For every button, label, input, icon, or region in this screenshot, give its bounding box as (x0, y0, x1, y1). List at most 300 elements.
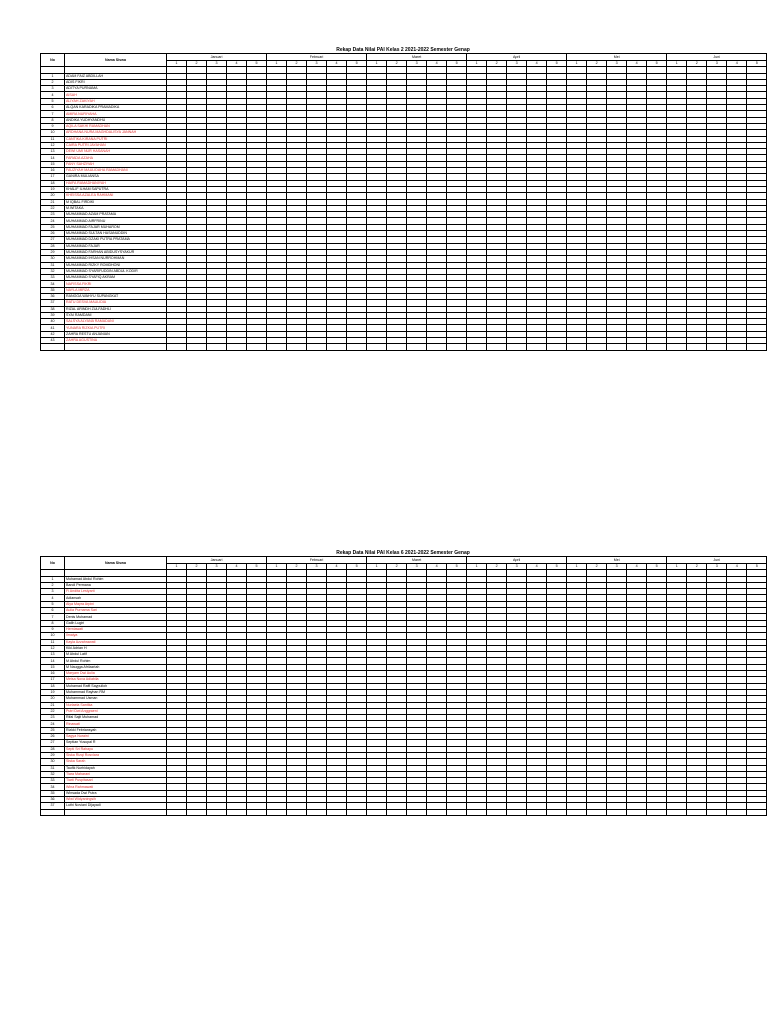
row-number: 12 (41, 645, 65, 651)
week-header: 2 (487, 564, 507, 570)
student-name: RANGGA WAHYU SUPANGKAT (65, 293, 167, 299)
week-header: 1 (267, 564, 287, 570)
student-name: AQILA SAKHI RAMADHAN (65, 123, 167, 129)
month-header: Maret (367, 54, 467, 61)
week-header: 5 (347, 564, 367, 570)
student-name: NAYLA MIRZA (65, 287, 167, 293)
student-name: Nurlaela Santika (65, 702, 167, 708)
student-name: Alya Mayra Arpini (65, 601, 167, 607)
row-number: 13 (41, 652, 65, 658)
row-number: 14 (41, 155, 65, 161)
grade-cell[interactable] (387, 344, 407, 350)
student-name: ZAHRA AGUSTINA (65, 338, 167, 344)
grade-cell[interactable] (587, 344, 607, 350)
grade-cell[interactable] (527, 809, 547, 815)
week-header: 4 (427, 564, 447, 570)
grade-cell[interactable] (267, 344, 287, 350)
week-header: 4 (627, 61, 647, 67)
student-name: Rinawati (65, 721, 167, 727)
grade-cell[interactable] (627, 344, 647, 350)
grade-cell[interactable] (327, 809, 347, 815)
month-header: Mei (567, 54, 667, 61)
student-name: Sagya Nuraini (65, 734, 167, 740)
student-name: Adiansah (65, 595, 167, 601)
week-header: 2 (487, 61, 507, 67)
grade-cell[interactable] (167, 344, 187, 350)
row-number: 28 (41, 243, 65, 249)
student-name: MUHAMMAD FAJAR (65, 243, 167, 249)
week-header: 5 (647, 564, 667, 570)
grade-cell[interactable] (667, 344, 687, 350)
grade-cell[interactable] (667, 809, 687, 815)
row-number: 38 (41, 306, 65, 312)
row-number: 16 (41, 168, 65, 174)
row-number: 32 (41, 771, 65, 777)
row-number: 26 (41, 734, 65, 740)
row-number: 36 (41, 796, 65, 802)
row-number: 20 (41, 696, 65, 702)
student-name: GANIRA MULIANSA (65, 174, 167, 180)
row-number: 34 (41, 281, 65, 287)
student-name: Winsada Dwi Putra (65, 790, 167, 796)
grade-cell[interactable] (687, 344, 707, 350)
week-header: 2 (187, 61, 207, 67)
row-number: 35 (41, 790, 65, 796)
row-number: 19 (41, 186, 65, 192)
student-name: KHALIF ILHAM SAPUTRA (65, 186, 167, 192)
student-name: YUNARA RIZKIA PUTRI (65, 325, 167, 331)
student-name: ADIS FIKRI (65, 79, 167, 85)
week-header: 2 (687, 564, 707, 570)
grade-cell[interactable] (65, 344, 167, 350)
week-header: 3 (407, 61, 427, 67)
row-number: 1 (41, 576, 65, 582)
grade-cell[interactable] (347, 809, 367, 815)
grade-cell[interactable] (427, 344, 447, 350)
month-header: Februari (267, 54, 367, 61)
week-header: 2 (587, 564, 607, 570)
row-number: 16 (41, 671, 65, 677)
header-nama-siswa: Nama Siswa (65, 557, 167, 570)
row-number: 10 (41, 130, 65, 136)
row-number: 29 (41, 752, 65, 758)
student-name: Septi Sri Rahayu (65, 746, 167, 752)
student-name: NAFISSA FIKRI (65, 281, 167, 287)
grade-cell[interactable] (467, 809, 487, 815)
week-header: 1 (567, 564, 587, 570)
grade-cell[interactable] (207, 344, 227, 350)
row-number: 27 (41, 237, 65, 243)
student-name: Kiki Adrian H (65, 645, 167, 651)
student-name: SALSYA ALYANA RAMADANI (65, 319, 167, 325)
student-name: DEWI UMI NUR HASANAH (65, 149, 167, 155)
week-header: 3 (707, 61, 727, 67)
student-name: MUHAMMAD SYAFIQ AKRAM (65, 275, 167, 281)
grade-cell[interactable] (507, 809, 527, 815)
grade-cell[interactable] (747, 809, 767, 815)
month-header: April (467, 54, 567, 61)
week-header: 4 (627, 564, 647, 570)
student-name: Galih Lugiri (65, 620, 167, 626)
sheet-title: Rekap Data Nilai PAI Kelas 2 2021-2022 Semester Genap (336, 47, 470, 53)
row-number: 22 (41, 708, 65, 714)
month-header: Januari (167, 557, 267, 564)
student-name: Tiarti Puspitasari (65, 778, 167, 784)
header-nama-siswa: Nama Siswa (65, 54, 167, 67)
row-number: 5 (41, 98, 65, 104)
student-name: Aulia Purnama Sari (65, 608, 167, 614)
student-name: Wiwi Widyaningsih (65, 796, 167, 802)
header-no: No (41, 54, 65, 67)
grade-cell[interactable] (307, 809, 327, 815)
row-number: 40 (41, 319, 65, 325)
student-name: Muhammad Usman (65, 696, 167, 702)
grade-cell[interactable] (387, 809, 407, 815)
row-number: 37 (41, 803, 65, 809)
month-header: April (467, 557, 567, 564)
student-name: Luthi Noviani Dijayadi (65, 803, 167, 809)
week-header: 1 (667, 61, 687, 67)
week-header: 3 (207, 61, 227, 67)
grade-cell[interactable] (247, 809, 267, 815)
row-number: 17 (41, 174, 65, 180)
row-number: 25 (41, 727, 65, 733)
row-number: 22 (41, 205, 65, 211)
week-header: 1 (167, 61, 187, 67)
grade-cell[interactable] (207, 809, 227, 815)
student-name: M Abdul Rohim (65, 658, 167, 664)
week-header: 5 (547, 61, 567, 67)
row-number: 24 (41, 721, 65, 727)
grade-cell[interactable] (187, 344, 207, 350)
grade-cell[interactable] (607, 809, 627, 815)
student-name: Ilmaiya (65, 633, 167, 639)
week-header: 4 (227, 564, 247, 570)
week-header: 1 (167, 564, 187, 570)
month-header: Juni (667, 54, 767, 61)
student-name: M Abdul Latif (65, 652, 167, 658)
row-number: 32 (41, 268, 65, 274)
row-number: 25 (41, 224, 65, 230)
row-number: 15 (41, 664, 65, 670)
week-header: 2 (687, 61, 707, 67)
row-number: 15 (41, 161, 65, 167)
grade-cell[interactable] (727, 809, 747, 815)
student-name: SYAI RAMDANI (65, 312, 167, 318)
student-name: Denis Muhamad (65, 614, 167, 620)
week-header: 4 (727, 564, 747, 570)
week-header: 4 (227, 61, 247, 67)
student-name: Taufik Nurhidayah (65, 765, 167, 771)
week-header: 4 (727, 61, 747, 67)
grade-cell[interactable] (487, 344, 507, 350)
student-name: Kayla Azzahrawati (65, 639, 167, 645)
row-number: 21 (41, 199, 65, 205)
row-number: 26 (41, 231, 65, 237)
student-name: ALIYAH ZAKIYAH (65, 98, 167, 104)
row-number: 28 (41, 746, 65, 752)
week-header: 3 (407, 564, 427, 570)
week-header: 1 (467, 564, 487, 570)
grade-cell[interactable] (287, 809, 307, 815)
student-name: M IQBAL FIRDIKI (65, 199, 167, 205)
row-number: 34 (41, 784, 65, 790)
row-number: 8 (41, 117, 65, 123)
student-name: Tiara Maharani (65, 771, 167, 777)
grade-cell[interactable] (267, 809, 287, 815)
student-name: Fi Andita Lestyarti (65, 589, 167, 595)
student-name: MUHAMMAD SULTAN HASANUDDIN (65, 231, 167, 237)
week-header: 5 (347, 61, 367, 67)
student-name: Rizkki Febriansyah (65, 727, 167, 733)
student-name: AMIRA NURIYAHA (65, 111, 167, 117)
student-name: ZAHRA RESTU ANJANIAN (65, 331, 167, 337)
student-name: ALQAN KARADIKA PRAMADIKA (65, 105, 167, 111)
row-number: 5 (41, 601, 65, 607)
grade-table (40, 53, 767, 351)
grade-cell[interactable] (467, 344, 487, 350)
week-header: 1 (467, 61, 487, 67)
student-name: M.WITAKA (65, 205, 167, 211)
week-header: 3 (707, 564, 727, 570)
row-number: 18 (41, 683, 65, 689)
student-name: Muhamad Raffi Saypulloh (65, 683, 167, 689)
week-header: 5 (547, 564, 567, 570)
row-number: 20 (41, 193, 65, 199)
student-name: RATU DESVA MAULIDIA (65, 300, 167, 306)
row-number: 13 (41, 149, 65, 155)
student-name: Muhamad Abdul Rohim (65, 576, 167, 582)
grade-cell[interactable] (547, 344, 567, 350)
student-name: MUHAMMAD AZAM PRATAMA (65, 212, 167, 218)
week-header: 3 (607, 61, 627, 67)
row-number: 3 (41, 589, 65, 595)
grade-cell[interactable] (687, 809, 707, 815)
row-number: 36 (41, 293, 65, 299)
week-header: 2 (287, 564, 307, 570)
row-number: 6 (41, 105, 65, 111)
student-name: FAUZIYAH MAULIDAHA RAMADHANI (65, 168, 167, 174)
week-header: 5 (447, 61, 467, 67)
grade-cell[interactable] (347, 344, 367, 350)
grade-cell[interactable] (587, 809, 607, 815)
week-header: 3 (207, 564, 227, 570)
header-row-months (41, 54, 767, 61)
grade-cell[interactable] (727, 344, 747, 350)
grade-cell[interactable] (707, 809, 727, 815)
grade-cell[interactable] (407, 809, 427, 815)
row-number: 24 (41, 218, 65, 224)
row-number: 19 (41, 689, 65, 695)
month-header: Januari (167, 54, 267, 61)
grade-cell[interactable] (227, 809, 247, 815)
student-name: Herniawati (65, 626, 167, 632)
row-number: 30 (41, 256, 65, 262)
student-name: FARADA AZAHA (65, 155, 167, 161)
week-header: 4 (327, 61, 347, 67)
week-header: 2 (287, 61, 307, 67)
grade-cell[interactable] (227, 344, 247, 350)
row-number: 43 (41, 338, 65, 344)
week-header: 5 (747, 61, 767, 67)
row-number: 9 (41, 123, 65, 129)
student-name: Meisa Nova Adiabila (65, 677, 167, 683)
row-number: 31 (41, 765, 65, 771)
grade-cell[interactable] (547, 809, 567, 815)
grade-cell[interactable] (647, 809, 667, 815)
row-number: 7 (41, 111, 65, 117)
row-number: 7 (41, 614, 65, 620)
grade-cell[interactable] (287, 344, 307, 350)
student-name: ADITYA PURNAMA (65, 86, 167, 92)
student-name: ADAM FAIZ ABDILLAH (65, 73, 167, 79)
student-name: Septian Yusupal R (65, 740, 167, 746)
student-name: MUHAMMAD FARHAN ABIDUSYSYAKUR (65, 249, 167, 255)
student-name: Wina Rahmawati (65, 784, 167, 790)
week-header: 5 (447, 564, 467, 570)
week-header: 3 (507, 61, 527, 67)
student-name: MUHAMMAD FAJAR MUHAROM (65, 224, 167, 230)
row-number: 11 (41, 136, 65, 142)
grade-cell[interactable] (647, 344, 667, 350)
student-name: MUHAMMAD RIZKY ROMDHONI (65, 262, 167, 268)
row-number: 30 (41, 759, 65, 765)
row-number: 27 (41, 740, 65, 746)
week-header: 2 (387, 564, 407, 570)
student-name: Muhammad Rayhan RM (65, 689, 167, 695)
grade-cell[interactable] (607, 344, 627, 350)
student-name: ARDHANA NURA MAGHDALISYA JANNAH (65, 130, 167, 136)
grade-cell[interactable] (427, 809, 447, 815)
grade-cell[interactable] (247, 344, 267, 350)
row-number: 23 (41, 715, 65, 721)
row-number: 42 (41, 331, 65, 337)
week-header: 3 (307, 61, 327, 67)
row-number: 39 (41, 312, 65, 318)
month-header: Maret (367, 557, 467, 564)
week-header: 2 (587, 61, 607, 67)
grade-cell[interactable] (327, 344, 347, 350)
grade-cell[interactable] (487, 809, 507, 815)
row-number: 4 (41, 595, 65, 601)
row-number: 10 (41, 633, 65, 639)
student-name: MUHAMMAD AIRFRINU (65, 218, 167, 224)
row-number: 14 (41, 658, 65, 664)
week-header: 1 (667, 564, 687, 570)
row-number: 8 (41, 620, 65, 626)
grade-table (40, 556, 767, 816)
grade-cell[interactable] (747, 344, 767, 350)
grade-cell[interactable] (567, 809, 587, 815)
week-header: 3 (607, 564, 627, 570)
row-number: 31 (41, 262, 65, 268)
row-number: 17 (41, 677, 65, 683)
grade-cell[interactable] (41, 344, 65, 350)
student-name: Siska Rizqi Rosvlara (65, 752, 167, 758)
week-header: 5 (647, 61, 667, 67)
grade-cell[interactable] (627, 809, 647, 815)
student-name: MUHAMMAD IHSAN NURROHMAN (65, 256, 167, 262)
row-number: 1 (41, 73, 65, 79)
row-number: 3 (41, 86, 65, 92)
grade-cell[interactable] (707, 344, 727, 350)
grade-cell[interactable] (527, 344, 547, 350)
row-number: 2 (41, 79, 65, 85)
row-number: 18 (41, 180, 65, 186)
grade-cell[interactable] (167, 809, 187, 815)
student-name: ANDIKA YUDHYANDHU (65, 117, 167, 123)
grade-cell[interactable] (307, 344, 327, 350)
student-name: AISAH (65, 92, 167, 98)
row-number: 41 (41, 325, 65, 331)
grade-cell[interactable] (367, 809, 387, 815)
row-number: 6 (41, 608, 65, 614)
week-header: 4 (527, 61, 547, 67)
row-number: 2 (41, 582, 65, 588)
student-name: HAIFA RAMADHANIYAH (65, 180, 167, 186)
student-name: M Naugga Afrilazriah (65, 664, 167, 670)
week-header: 5 (747, 564, 767, 570)
student-name: CAIRA PUTRI JAYAHAN (65, 142, 167, 148)
grade-cell[interactable] (367, 344, 387, 350)
grade-cell[interactable] (65, 809, 167, 815)
row-number: 9 (41, 626, 65, 632)
header-row-months (41, 557, 767, 564)
week-header: 4 (327, 564, 347, 570)
grade-cell[interactable] (567, 344, 587, 350)
grade-cell[interactable] (447, 344, 467, 350)
row-number: 33 (41, 778, 65, 784)
week-header: 2 (187, 564, 207, 570)
row-number: 12 (41, 142, 65, 148)
month-header: Juni (667, 557, 767, 564)
student-name: Bandi Permana (65, 582, 167, 588)
row-number: 29 (41, 249, 65, 255)
student-name: RIZAL ARINDH ZULFADHLI (65, 306, 167, 312)
row-number: 37 (41, 300, 65, 306)
row-number: 4 (41, 92, 65, 98)
week-header: 3 (507, 564, 527, 570)
month-header: Februari (267, 557, 367, 564)
student-name: Siska Sarah (65, 759, 167, 765)
student-name: Putri Dwi Anggraeni (65, 708, 167, 714)
student-name: Maryam Dwi Aulia (65, 671, 167, 677)
week-header: 5 (247, 61, 267, 67)
blank-row (41, 344, 767, 350)
row-number: 21 (41, 702, 65, 708)
week-header: 1 (367, 61, 387, 67)
sheet-kelas-2 (40, 47, 766, 351)
grade-cell[interactable] (507, 344, 527, 350)
student-name: FANY SAHZIYAH (65, 161, 167, 167)
sheet-kelas-6 (40, 550, 766, 816)
week-header: 1 (267, 61, 287, 67)
grade-cell[interactable] (187, 809, 207, 815)
student-name: MUHAMMAD SYARIFUDDIN ABDUL KODIR (65, 268, 167, 274)
student-name: MUHAMMAD DZAKI PUTRA PRATAMA (65, 237, 167, 243)
student-name: KHEISSA AZALEA RAHMANI (65, 193, 167, 199)
month-header: Mei (567, 557, 667, 564)
week-header: 4 (427, 61, 447, 67)
week-header: 5 (247, 564, 267, 570)
grade-cell[interactable] (41, 809, 65, 815)
blank-row (41, 809, 767, 815)
sheet-title: Rekap Data Nilai PAI Kelas 6 2021-2022 Semester Genap (336, 550, 470, 556)
grade-cell[interactable] (447, 809, 467, 815)
student-name: CANTIKA KIRANA PUTRI (65, 136, 167, 142)
grade-cell[interactable] (407, 344, 427, 350)
row-number: 11 (41, 639, 65, 645)
